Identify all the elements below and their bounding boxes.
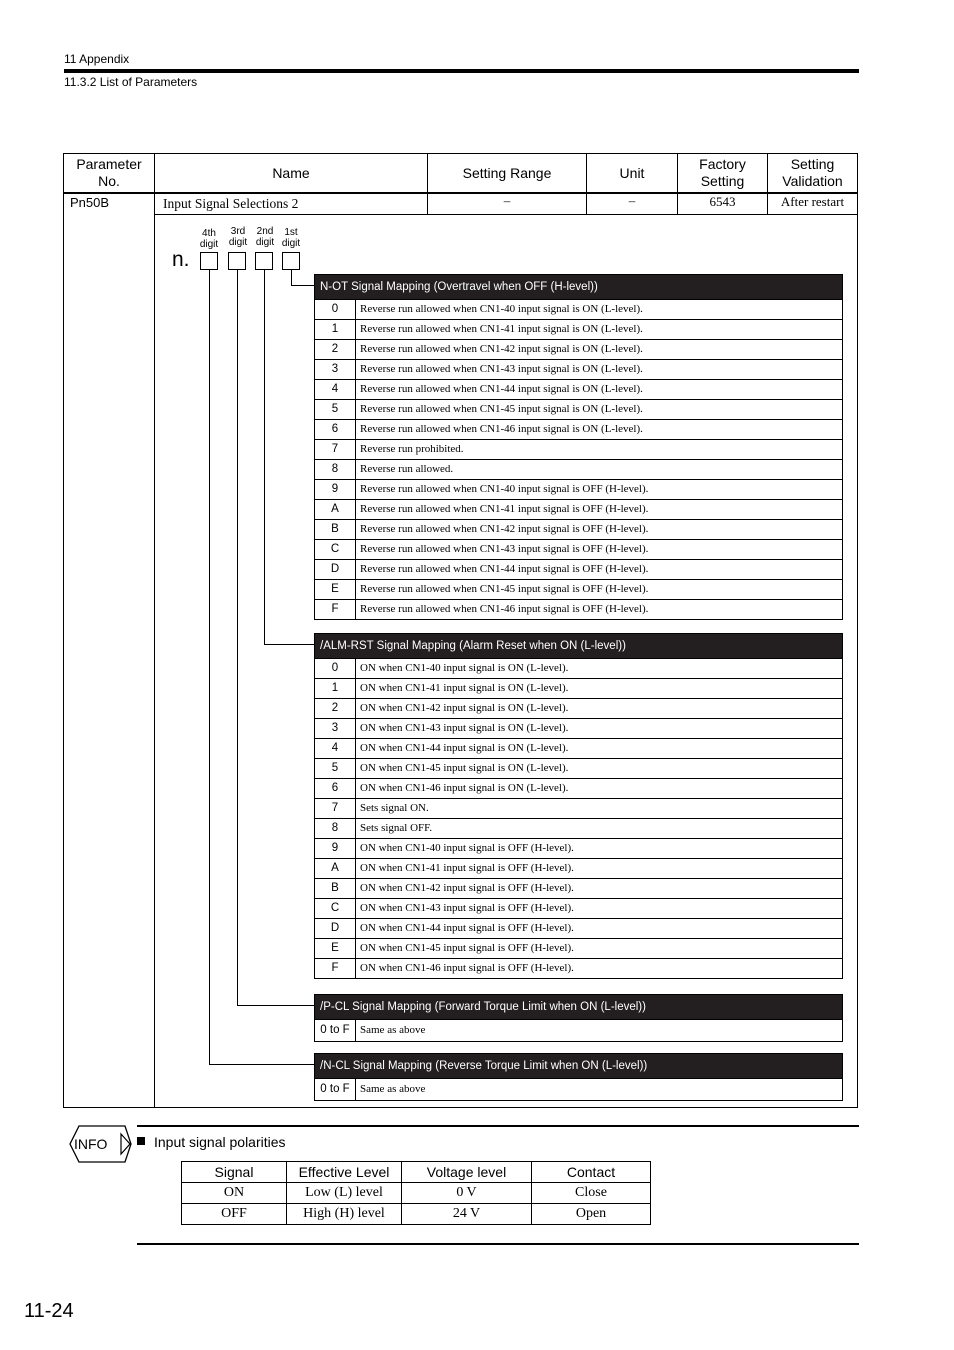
setting-code: 8	[315, 819, 356, 838]
list-item	[315, 599, 842, 619]
setting-description: Reverse run allowed when CN1-46 input signal is ON (L-level).	[360, 423, 643, 435]
setting-description: Reverse run allowed when CN1-41 input signal is ON (L-level).	[360, 323, 643, 335]
setting-description: ON when CN1-45 input signal is ON (L-level).	[360, 762, 569, 774]
setting-description: ON when CN1-41 input signal is OFF (H-level).	[360, 862, 574, 874]
setting-code: 0 to F	[315, 1020, 356, 1041]
setting-description: ON when CN1-44 input signal is OFF (H-level).	[360, 922, 574, 934]
polarity-cell: ON	[182, 1183, 287, 1204]
polarity-header-row	[182, 1162, 651, 1183]
list-item	[315, 339, 842, 359]
list-item	[315, 778, 842, 798]
bullet-square-icon	[137, 1137, 145, 1145]
col-header-name: Name	[272, 164, 310, 181]
setting-description: Reverse run allowed when CN1-41 input signal is OFF (H-level).	[360, 503, 649, 515]
setting-description: Reverse run allowed when CN1-45 input signal is OFF (H-level).	[360, 583, 649, 595]
list-item	[315, 399, 842, 419]
list-item	[315, 439, 842, 459]
col-header-param-no: Parameter No.	[76, 156, 142, 189]
list-item	[315, 459, 842, 479]
list-item	[315, 539, 842, 559]
list-item	[315, 499, 842, 519]
setting-code: B	[315, 520, 356, 539]
setting-code: A	[315, 500, 356, 519]
list-item	[315, 738, 842, 758]
subtable-title: /ALM-RST Signal Mapping (Alarm Reset when ON (L-level))	[315, 634, 842, 658]
subtable-title: /P-CL Signal Mapping (Forward Torque Limit when ON (L-level))	[315, 995, 842, 1019]
setting-description: ON when CN1-43 input signal is ON (L-level).	[360, 722, 569, 734]
chapter-heading: 11 Appendix	[64, 52, 130, 66]
subtable-alm-rst	[314, 633, 843, 979]
param-no: Pn50B	[70, 195, 110, 210]
setting-code: C	[315, 540, 356, 559]
setting-description: Reverse run allowed when CN1-45 input signal is ON (L-level).	[360, 403, 643, 415]
digit-label-3rd: 3rd digit	[228, 226, 248, 248]
subtable-p-cl	[314, 994, 843, 1042]
setting-description: ON when CN1-46 input signal is ON (L-level).	[360, 782, 569, 794]
header-rule	[64, 69, 859, 73]
setting-code: D	[315, 560, 356, 579]
setting-code: B	[315, 879, 356, 898]
list-item	[315, 1078, 842, 1100]
setting-description: Reverse run allowed when CN1-43 input signal is ON (L-level).	[360, 363, 643, 375]
setting-code: 0	[315, 300, 356, 319]
list-item	[315, 299, 842, 319]
polarity-cell: High (H) level	[287, 1204, 402, 1225]
connector-2nd	[264, 270, 265, 644]
info-title: Input signal polarities	[154, 1134, 286, 1150]
setting-description: ON when CN1-40 input signal is OFF (H-level).	[360, 842, 574, 854]
list-item	[315, 918, 842, 938]
setting-description: ON when CN1-41 input signal is ON (L-level).	[360, 682, 569, 694]
setting-description: ON when CN1-42 input signal is ON (L-level).	[360, 702, 569, 714]
setting-description: Reverse run allowed when CN1-43 input signal is OFF (H-level).	[360, 543, 649, 555]
setting-description: Reverse run allowed when CN1-40 input signal is ON (L-level).	[360, 303, 643, 315]
col-header-setting-validation: Setting Validation	[782, 156, 843, 189]
polarity-col-effective-level: Effective Level	[287, 1162, 402, 1183]
table-row	[182, 1183, 651, 1204]
list-item	[315, 479, 842, 499]
info-icon-label: INFO	[74, 1136, 108, 1152]
connector-3rd	[237, 270, 238, 1005]
setting-description: Sets signal ON.	[360, 802, 429, 814]
setting-range: –	[503, 193, 511, 208]
setting-description: Reverse run allowed when CN1-46 input signal is OFF (H-level).	[360, 603, 649, 615]
setting-code: 9	[315, 839, 356, 858]
section-heading: 11.3.2 List of Parameters	[64, 75, 198, 89]
setting-description: Sets signal OFF.	[360, 822, 433, 834]
info-rule-bottom	[137, 1243, 859, 1245]
setting-description: Reverse run allowed.	[360, 463, 454, 475]
polarity-table	[181, 1161, 651, 1225]
setting-code: F	[315, 959, 356, 978]
setting-code: 6	[315, 420, 356, 439]
digit-box-3rd	[228, 252, 246, 270]
list-item	[315, 519, 842, 539]
list-item	[315, 958, 842, 978]
parameter-prefix: n.	[172, 248, 190, 271]
page-number: 11-24	[24, 1300, 74, 1322]
list-item	[315, 419, 842, 439]
setting-code: 8	[315, 460, 356, 479]
setting-description: Same as above	[360, 1083, 426, 1095]
setting-code: E	[315, 580, 356, 599]
setting-description: ON when CN1-44 input signal is ON (L-level).	[360, 742, 569, 754]
setting-code: C	[315, 899, 356, 918]
setting-code: 9	[315, 480, 356, 499]
polarity-col-contact: Contact	[532, 1162, 651, 1183]
setting-code: 3	[315, 360, 356, 379]
polarity-cell: 24 V	[402, 1204, 532, 1225]
col-header-factory-setting: Factory Setting	[699, 156, 746, 189]
list-item	[315, 678, 842, 698]
digit-label-1st: 1st digit	[281, 227, 301, 249]
setting-code: F	[315, 600, 356, 619]
setting-description: ON when CN1-45 input signal is OFF (H-level).	[360, 942, 574, 954]
polarity-cell: Open	[532, 1204, 651, 1225]
setting-code: 6	[315, 779, 356, 798]
unit: –	[628, 193, 636, 208]
list-item	[315, 858, 842, 878]
polarity-col-signal: Signal	[182, 1162, 287, 1183]
list-item	[315, 698, 842, 718]
setting-description: ON when CN1-40 input signal is ON (L-level).	[360, 662, 569, 674]
polarity-cell: Low (L) level	[287, 1183, 402, 1204]
setting-description: Reverse run allowed when CN1-42 input signal is ON (L-level).	[360, 343, 643, 355]
list-item	[315, 359, 842, 379]
setting-code: 4	[315, 380, 356, 399]
subtable-title: N-OT Signal Mapping (Overtravel when OFF (H-level))	[315, 275, 842, 299]
list-item	[315, 798, 842, 818]
list-item	[315, 818, 842, 838]
list-item	[315, 838, 842, 858]
setting-description: Reverse run allowed when CN1-42 input signal is OFF (H-level).	[360, 523, 649, 535]
setting-description: ON when CN1-43 input signal is OFF (H-level).	[360, 902, 574, 914]
digit-box-2nd	[255, 252, 273, 270]
setting-description: Same as above	[360, 1024, 426, 1036]
subtable-title: /N-CL Signal Mapping (Reverse Torque Limit when ON (L-level))	[315, 1054, 842, 1078]
list-item	[315, 658, 842, 678]
list-item	[315, 878, 842, 898]
param-name: Input Signal Selections 2	[163, 196, 299, 211]
setting-code: 0	[315, 659, 356, 678]
digit-box-4th	[200, 252, 218, 270]
list-item	[315, 718, 842, 738]
col-header-setting-range: Setting Range	[462, 164, 552, 181]
setting-code: 3	[315, 719, 356, 738]
setting-code: 0 to F	[315, 1079, 356, 1100]
digit-label-2nd: 2nd digit	[255, 226, 275, 248]
setting-code: 5	[315, 400, 356, 419]
list-item	[315, 579, 842, 599]
setting-code: 4	[315, 739, 356, 758]
list-item	[315, 938, 842, 958]
polarity-cell: Close	[532, 1183, 651, 1204]
setting-description: Reverse run prohibited.	[360, 443, 464, 455]
setting-description: Reverse run allowed when CN1-44 input signal is ON (L-level).	[360, 383, 643, 395]
subtable-n-cl	[314, 1053, 843, 1101]
setting-description: Reverse run allowed when CN1-44 input signal is OFF (H-level).	[360, 563, 649, 575]
digit-label-4th: 4th digit	[199, 228, 219, 250]
list-item	[315, 898, 842, 918]
setting-description: Reverse run allowed when CN1-40 input signal is OFF (H-level).	[360, 483, 649, 495]
setting-code: 2	[315, 699, 356, 718]
setting-validation: After restart	[780, 194, 845, 209]
setting-code: E	[315, 939, 356, 958]
list-item	[315, 1019, 842, 1041]
setting-code: 1	[315, 320, 356, 339]
setting-code: 1	[315, 679, 356, 698]
setting-code: 7	[315, 440, 356, 459]
polarity-cell: OFF	[182, 1204, 287, 1225]
list-item	[315, 319, 842, 339]
col-header-unit: Unit	[619, 164, 645, 181]
setting-code: D	[315, 919, 356, 938]
setting-code: 2	[315, 340, 356, 359]
table-row	[182, 1204, 651, 1225]
setting-description: ON when CN1-42 input signal is OFF (H-level).	[360, 882, 574, 894]
subtable-n-ot	[314, 274, 843, 620]
polarity-cell: 0 V	[402, 1183, 532, 1204]
list-item	[315, 559, 842, 579]
connector-4th	[209, 270, 210, 1064]
list-item	[315, 758, 842, 778]
polarity-col-voltage-level: Voltage level	[402, 1162, 532, 1183]
setting-code: 7	[315, 799, 356, 818]
info-rule-top	[137, 1125, 859, 1127]
setting-code: 5	[315, 759, 356, 778]
setting-code: A	[315, 859, 356, 878]
digit-box-1st	[282, 252, 300, 270]
setting-description: ON when CN1-46 input signal is OFF (H-level).	[360, 962, 574, 974]
connector-1st	[291, 270, 292, 285]
factory-setting: 6543	[709, 194, 736, 209]
list-item	[315, 379, 842, 399]
